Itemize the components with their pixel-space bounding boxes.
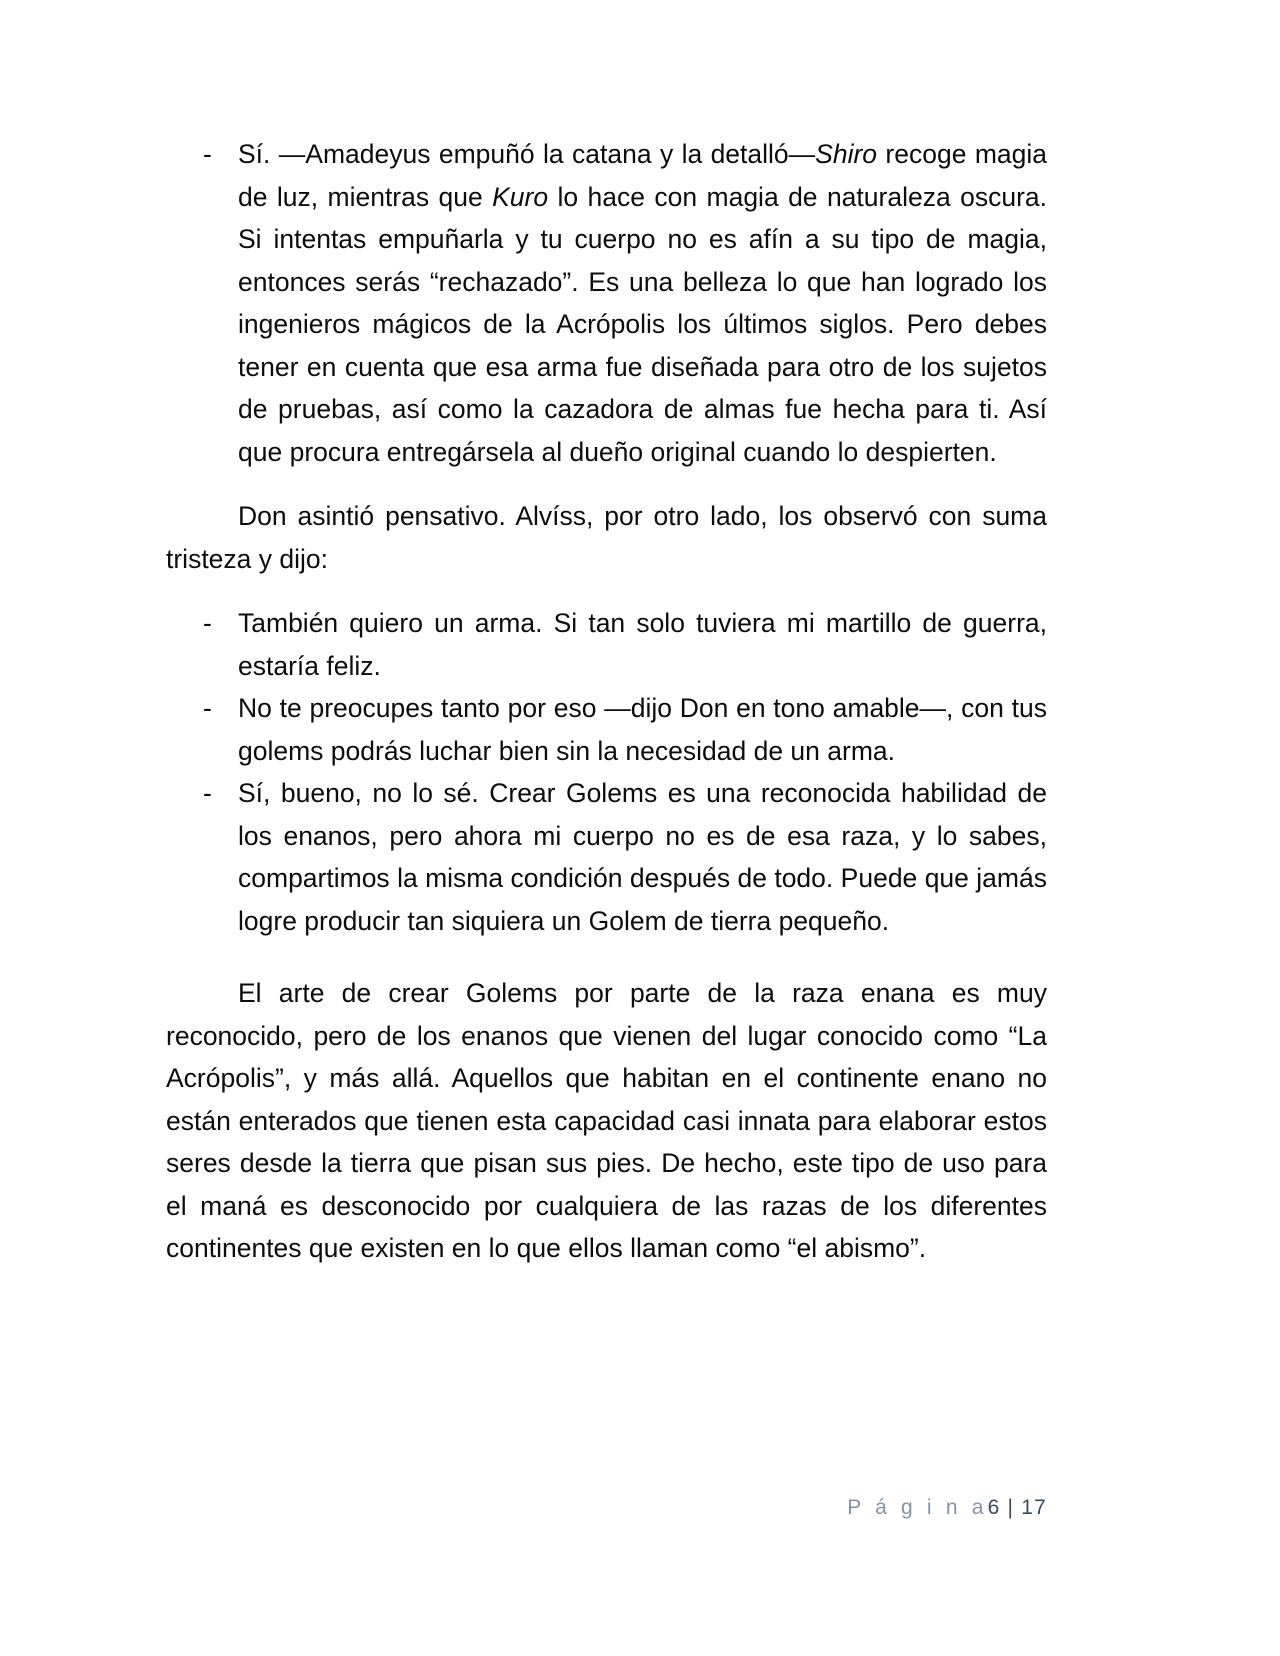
- dash-marker: -: [203, 778, 212, 808]
- paragraph-narration-1: Don asintió pensativo. Alvíss, por otro lado, los observó con suma tristeza y dijo:: [166, 501, 1047, 574]
- list-item-text: También quiero un arma. Si tan solo tuviera mi martillo de guerra, estaría feliz.: [238, 608, 1047, 681]
- page-footer: [166, 1494, 1047, 1522]
- italic-term-shiro: Shiro: [815, 139, 878, 169]
- dash-marker: -: [203, 139, 212, 169]
- page-body: [166, 133, 1047, 1270]
- block-spacer: [166, 580, 1047, 602]
- footer-page-number: 6 | 17: [987, 1496, 1047, 1519]
- block-spacer: [166, 473, 1047, 495]
- list-item-text: [238, 139, 1047, 467]
- list-item: [166, 772, 1047, 942]
- list-item: [166, 602, 1047, 687]
- italic-term-kuro: Kuro: [492, 181, 549, 212]
- footer-page-label: P á g i n a: [847, 1496, 988, 1519]
- text-segment-2: recoge magia de luz, mientras que: [238, 139, 1048, 212]
- text-segment-1: Sí. —Amadeyus empuñó la catana y la detalló—: [238, 139, 816, 169]
- dialogue-list-1: [166, 133, 1047, 473]
- list-item-text: No te preocupes tanto por eso —dijo Don en tono amable—, con tus golems podrás luchar bien sin la necesidad de un arma.: [238, 693, 1047, 766]
- dialogue-list-2: [166, 602, 1047, 942]
- text-segment-3: lo hace con magia de naturaleza oscura. Si intentas empuñarla y tu cuerpo no es afín a su tipo de magia, entonces serás “rechazado”. Es una belleza lo que han logrado los ingenieros mágicos de la Acrópolis los últimos siglos. Pero debes tener en cuenta que esa arma fue diseñada para otro de los sujetos de pruebas, así como la cazadora de almas fue hecha para ti. Así que procura entregársela al dueño original cuando lo despierten.: [238, 181, 1047, 467]
- dash-marker: -: [203, 608, 212, 638]
- list-item-text: Sí, bueno, no lo sé. Crear Golems es una reconocida habilidad de los enanos, pero ahora mi cuerpo no es de esa raza, y lo sabes, compartimos la misma condición después de todo. Puede que jamás logre producir tan siquiera un Golem de tierra pequeño.: [238, 778, 1047, 936]
- block-spacer: [166, 942, 1047, 972]
- list-item: [166, 133, 1047, 473]
- list-item: [166, 687, 1047, 772]
- paragraph-narration-2: El arte de crear Golems por parte de la raza enana es muy reconocido, pero de los enanos que vienen del lugar conocido como “La Acrópolis”, y más allá. Aquellos que habitan en el continente enano no están enterados que tienen esta capacidad casi innata para elaborar estos seres desde la tierra que pisan sus pies. De hecho, este tipo de uso para el maná es desconocido por cualquiera de las razas de los diferentes continentes que existen en lo que ellos llaman como “el abismo”.: [166, 978, 1047, 1263]
- dash-marker: -: [203, 693, 212, 723]
